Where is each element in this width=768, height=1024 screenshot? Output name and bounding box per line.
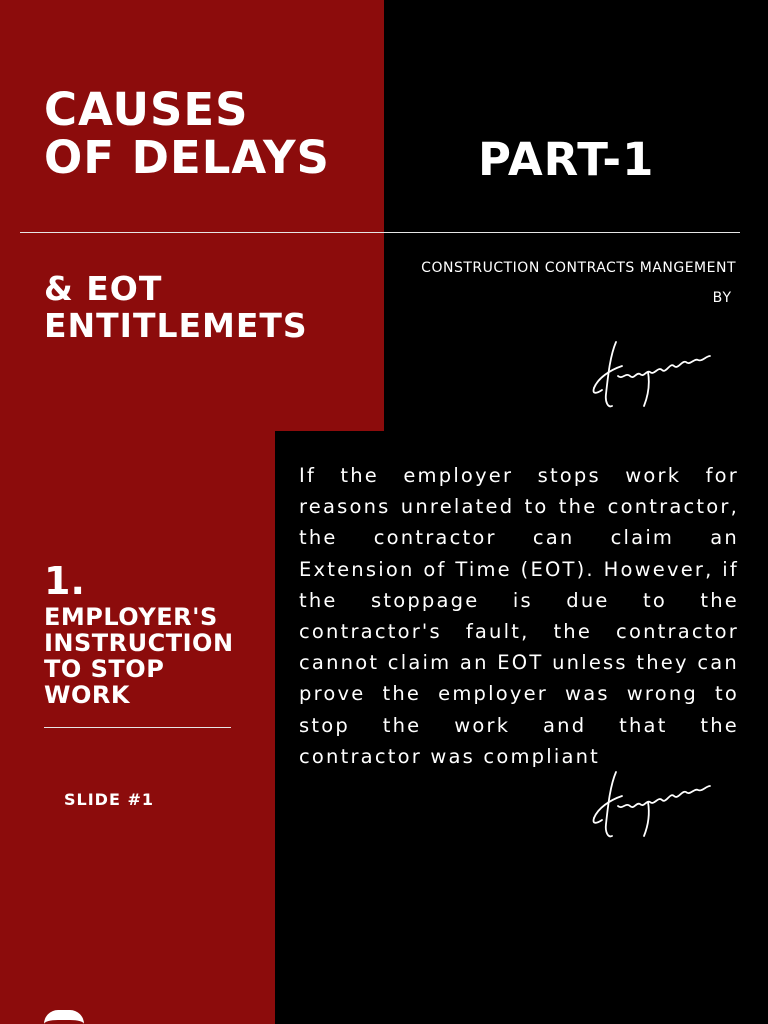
contracts-caption: CONSTRUCTION CONTRACTS MANGEMENT <box>421 260 736 276</box>
item-title-line-1: EMPLOYER'S <box>44 603 218 631</box>
item-title-line-3: TO STOP <box>44 655 165 683</box>
subtitle-line-1: & EOT <box>44 269 163 308</box>
by-caption: BY <box>712 290 732 306</box>
subtitle-line-2: ENTITLEMETS <box>44 306 308 345</box>
divider-top <box>20 232 740 233</box>
title-line-2: OF DELAYS <box>44 131 330 184</box>
partial-next-item-number <box>44 1010 84 1024</box>
item-title <box>44 604 274 708</box>
slide-label: SLIDE #1 <box>64 790 154 809</box>
title-line-1: CAUSES <box>44 83 249 136</box>
item-number: 1. <box>44 559 85 603</box>
signature-icon <box>588 336 718 416</box>
signature-icon <box>588 766 718 846</box>
part-label: PART-1 <box>478 133 655 186</box>
page-subtitle <box>44 270 308 344</box>
red-panel-top <box>0 0 384 431</box>
body-text: If the employer stops work for reasons unrelated to the contractor, the contractor can claim an Extension of Time (EOT). However, if the stoppage is due to the contractor's fault, the contractor cannot claim an EOT unless they can prove the employer was wrong to stop the work and that the contractor was compliant <box>299 464 739 768</box>
item-title-line-2: INSTRUCTION <box>44 629 234 657</box>
item-title-line-4: WORK <box>44 681 130 709</box>
divider-left <box>44 727 231 728</box>
page-title <box>44 83 330 184</box>
